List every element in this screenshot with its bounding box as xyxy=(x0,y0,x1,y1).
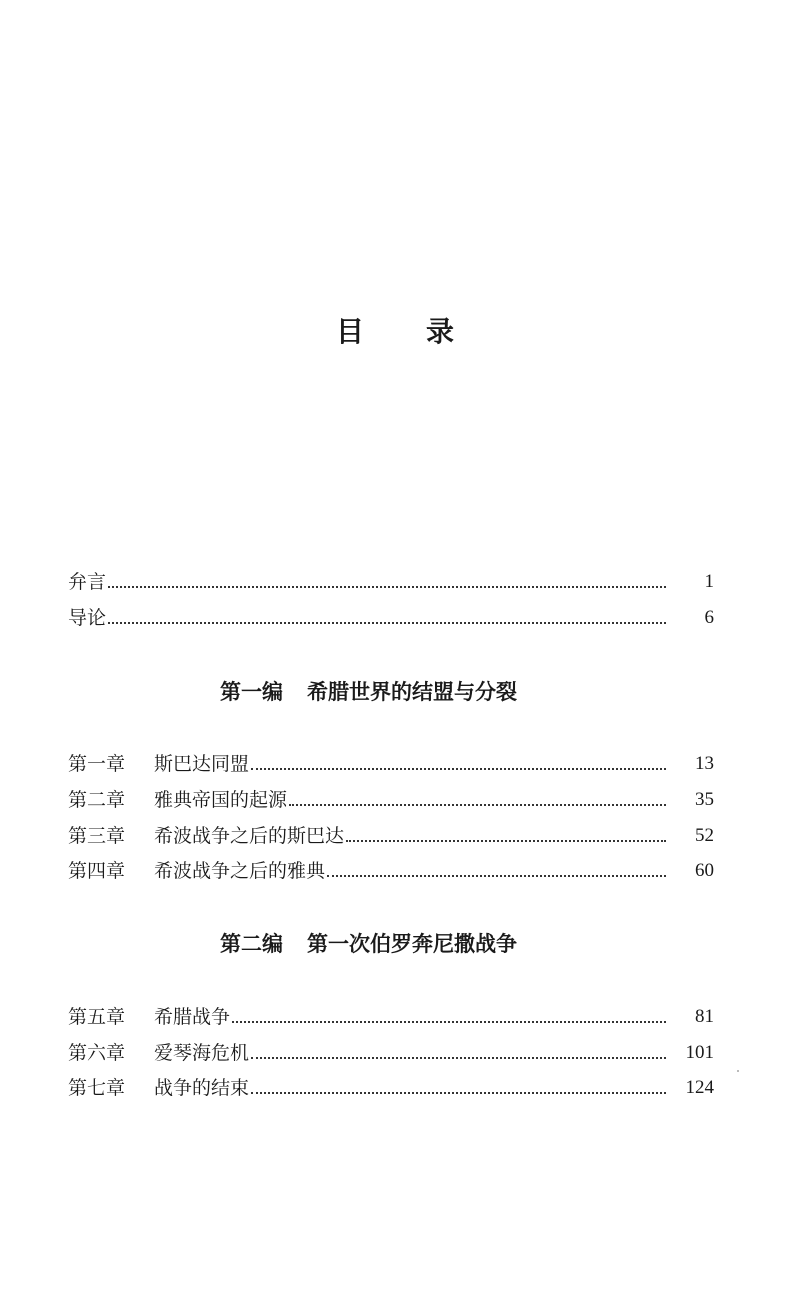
toc-entry-title: 弁言 xyxy=(68,571,107,593)
dot-leader xyxy=(232,1003,666,1031)
chapter-title: 希腊战争 xyxy=(154,1006,231,1028)
chapter-page: 81 xyxy=(695,1006,714,1027)
toc-entry-chapter-6[interactable] xyxy=(68,1039,714,1067)
part-title: 第一次伯罗奔尼撒战争 xyxy=(307,932,517,956)
toc-entry-preface[interactable] xyxy=(68,568,714,596)
page-title-char-1: 目 xyxy=(335,315,364,348)
part-title: 希腊世界的结盟与分裂 xyxy=(307,680,517,704)
part-heading-2[interactable] xyxy=(220,928,517,960)
chapter-page: 13 xyxy=(695,753,714,774)
part-label: 第二编 xyxy=(220,932,283,956)
chapter-title: 战争的结束 xyxy=(154,1077,250,1099)
toc-entry-page: 6 xyxy=(704,607,714,628)
chapter-title: 爱琴海危机 xyxy=(154,1042,250,1064)
dot-leader xyxy=(327,857,666,885)
toc-entry-chapter-7[interactable] xyxy=(68,1074,714,1102)
part-label: 第一编 xyxy=(220,680,283,704)
chapter-number: 第六章 xyxy=(68,1042,126,1064)
chapter-title: 希波战争之后的斯巴达 xyxy=(154,825,345,847)
chapter-page: 60 xyxy=(695,860,714,881)
dot-leader xyxy=(108,604,666,632)
dot-leader xyxy=(346,822,666,850)
scan-speck xyxy=(737,1070,739,1072)
dot-leader xyxy=(251,1074,666,1102)
dot-leader xyxy=(108,568,666,596)
chapter-page: 124 xyxy=(685,1077,714,1098)
chapter-number: 第五章 xyxy=(68,1006,126,1028)
chapter-number: 第一章 xyxy=(68,753,126,775)
toc-entry-title: 导论 xyxy=(68,607,107,629)
toc-entry-chapter-2[interactable] xyxy=(68,786,714,814)
chapter-title: 雅典帝国的起源 xyxy=(154,789,288,811)
dot-leader xyxy=(251,1039,666,1067)
chapter-page: 101 xyxy=(685,1042,714,1063)
chapter-number: 第七章 xyxy=(68,1077,126,1099)
chapter-title: 斯巴达同盟 xyxy=(154,753,250,775)
toc-entry-introduction[interactable] xyxy=(68,604,714,632)
toc-entry-chapter-5[interactable] xyxy=(68,1003,714,1031)
chapter-page: 35 xyxy=(695,789,714,810)
chapter-title: 希波战争之后的雅典 xyxy=(154,860,326,882)
chapter-number: 第三章 xyxy=(68,825,126,847)
toc-entry-chapter-4[interactable] xyxy=(68,857,714,885)
toc-entry-chapter-3[interactable] xyxy=(68,822,714,850)
chapter-page: 52 xyxy=(695,825,714,846)
page-title xyxy=(0,310,790,354)
toc-entry-page: 1 xyxy=(704,571,714,592)
chapter-number: 第四章 xyxy=(68,860,126,882)
dot-leader xyxy=(251,750,666,778)
chapter-number: 第二章 xyxy=(68,789,126,811)
page-title-char-2: 录 xyxy=(426,315,455,348)
toc-entry-chapter-1[interactable] xyxy=(68,750,714,778)
dot-leader xyxy=(289,786,666,814)
part-heading-1[interactable] xyxy=(220,676,517,708)
